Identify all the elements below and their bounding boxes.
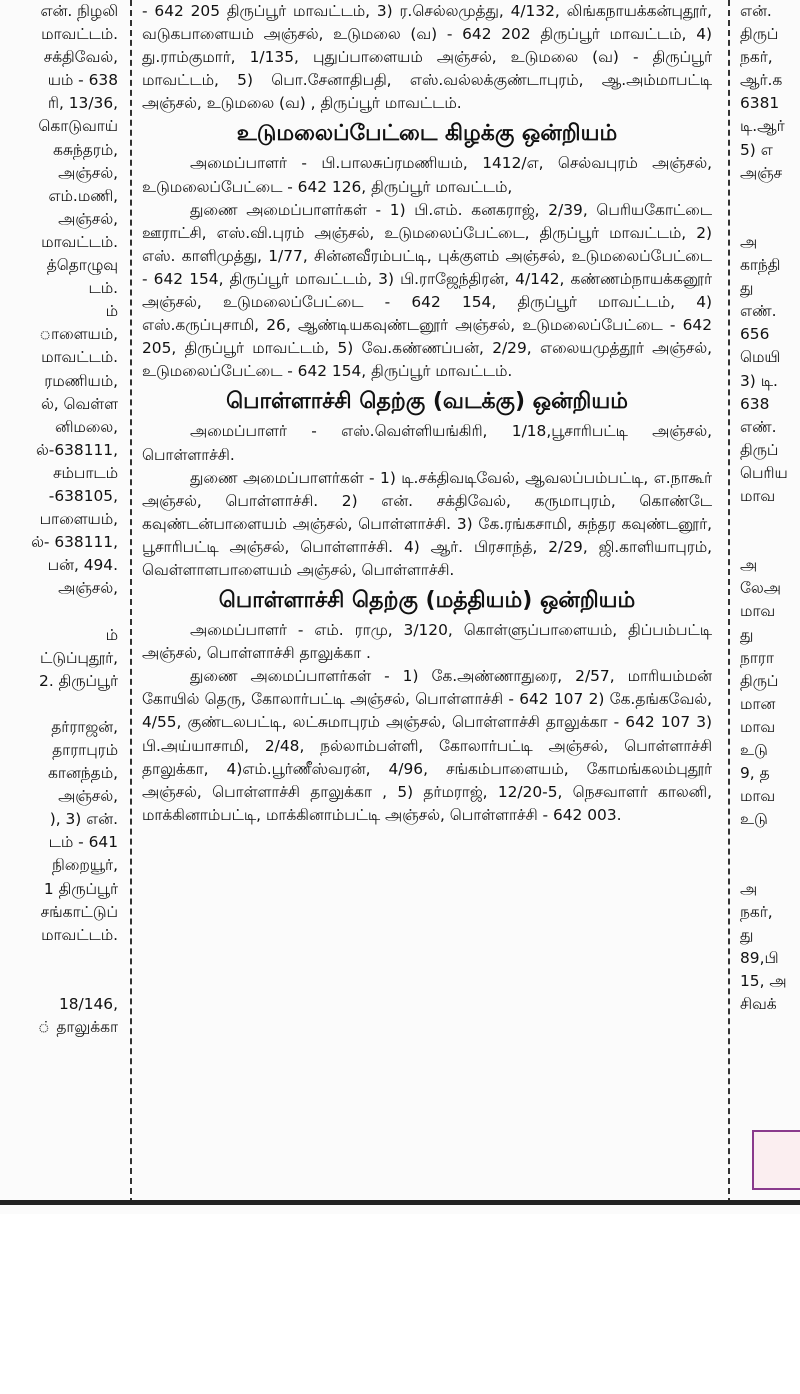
right-column-line: அஞ்ச	[740, 163, 783, 182]
right-column-line: சிவக்	[740, 995, 777, 1014]
right-column-line: திருப்	[740, 440, 779, 459]
column-divider-right	[728, 0, 730, 1204]
right-column-line: லேஅ	[740, 579, 781, 598]
left-column-line: மாவட்டம்.	[41, 232, 118, 251]
deputy-organizers-paragraph: துணை அமைப்பாளர்கள் - 1) பி.எம். கனகராஜ், 2/39, பெரியகோட்டை ஊராட்சி, எஸ்.வி.புரம் அஞ்சல், உடுமலைப்பேட்டை, திருப்பூர் மாவட்டம், 2) எஸ். காளிமுத்து, 1/77, சின்னவீரம்பட்டி, புக்குளம் அஞ்சல், உடுமலைப்பேட்டை - 642 154, திருப்பூர் மாவட்டம், 3) பி.ராஜேந்திரன், 4/142, கண்ணம்நாயக்கனூர் அஞ்சல், உடுமலைப்பேட்டை - 642 154, திருப்பூர் மாவட்டம், 4) எஸ்.கருப்புசாமி, 26, ஆண்டியகவுண்டனூர் அஞ்சல், உடுமலைப்பேட்டை - 642 205, திருப்பூர் மாவட்டம், 5) வே.கண்ணப்பன், 2/29, எலையமுத்தூர் அஞ்சல், உடுமலைப்பேட்டை - 642 154, திருப்பூர் மாவட்டம்.	[142, 200, 712, 381]
left-column-line: நிறையூர்,	[52, 856, 118, 875]
left-column-line: ம்	[105, 302, 118, 321]
right-column-line: அ	[740, 879, 758, 898]
left-column-line: ம்	[105, 625, 118, 644]
right-column-line: திருப்	[740, 25, 779, 44]
left-column-line: அஞ்சல்,	[58, 579, 118, 598]
left-column-line	[0, 693, 118, 716]
left-column-line: மாவட்டம்.	[41, 348, 118, 367]
advertisement-box-fragment	[752, 1130, 800, 1190]
left-column-line: னிமலை,	[54, 417, 118, 436]
right-column-line: அ	[740, 232, 758, 251]
left-column-line	[0, 947, 118, 970]
left-column-fragment	[0, 0, 118, 1200]
left-column-line: அஞ்சல்,	[58, 209, 118, 228]
right-column-fragment	[740, 0, 800, 1200]
left-column-line: சக்திவேல்,	[43, 48, 118, 67]
right-column-line: 89,பி	[740, 948, 779, 967]
right-column-line	[740, 208, 800, 231]
right-column-line: காந்தி	[740, 256, 781, 275]
left-column-line: 18/146,	[58, 995, 118, 1014]
organizer-paragraph: அமைப்பாளர் - பி.பாலசுப்ரமணியம், 1412/எ, செல்வபுரம் அஞ்சல், உடுமலைப்பேட்டை - 642 126, திருப்பூர் மாவட்டம்,	[142, 154, 712, 196]
right-column-line: மாவ	[740, 717, 776, 736]
left-column-line: 2. திருப்பூர்	[39, 671, 118, 690]
right-column-line: பெரிய	[740, 463, 788, 482]
right-column-line: என்.	[740, 2, 772, 20]
right-column-line: திருப்	[740, 671, 779, 690]
right-column-line: மான	[740, 694, 776, 713]
right-column-line: து	[740, 925, 754, 944]
right-column-line: 638	[740, 394, 770, 413]
right-column-line: உடு	[740, 810, 768, 829]
left-column-line: ல், வெள்ள	[40, 394, 118, 413]
left-column-line: யம் - 638	[47, 71, 118, 90]
right-column-line: 656	[740, 325, 770, 344]
right-column-line: மெயி	[740, 348, 781, 367]
right-column-line: 6381	[740, 94, 780, 113]
left-column-line: ட்டுப்புதூர்,	[39, 648, 118, 667]
left-column-line: ல்-638111,	[36, 440, 118, 459]
right-column-line	[740, 508, 800, 531]
left-column-line: பன், 494.	[47, 556, 118, 575]
left-column-line: கானந்தம்,	[48, 764, 118, 783]
right-column-line: நாரா	[740, 648, 774, 667]
right-column-line: ஆர்.க	[740, 71, 783, 90]
left-column-line: கொடுவாய்	[38, 117, 118, 136]
left-column-line: அஞ்சல்,	[58, 163, 118, 182]
right-column-line: உடு	[740, 741, 768, 759]
right-column-line: து	[740, 625, 754, 644]
right-column-line: அ	[740, 556, 758, 575]
right-column-line: மாவ	[740, 602, 776, 621]
left-column-line: என். நிழலி	[40, 2, 118, 20]
left-column-line: பாளையம்,	[39, 510, 118, 529]
deputy-organizers-paragraph: துணை அமைப்பாளர்கள் - 1) டி.சக்திவடிவேல், ஆவலப்பம்பட்டி, எ.நாகூர் அஞ்சல், பொள்ளாச்சி. 2) என். சக்திவேல், கருமாபுரம், கொண்டே கவுண்டன்பாளையம் அஞ்சல், பொள்ளாச்சி. 3) கே.ரங்கசாமி, சுந்தர கவுண்டனூர், பூசாரிபட்டி அஞ்சல், பொள்ளாச்சி. 4) ஆர். பிரசாந்த், 2/29, ஜி.காளியாபுரம், வெள்ளாளபாளையம் அஞ்சல், பொள்ளாச்சி.	[142, 468, 712, 579]
right-column-line: 9, த	[740, 764, 770, 783]
deputy-organizers-paragraph: துணை அமைப்பாளர்கள் - 1) கே.அண்ணாதுரை, 2/57, மாரியம்மன் கோயில் தெரு, கோலார்பட்டி அஞ்சல், பொள்ளாச்சி - 642 107 2) கே.தங்கவேல், 4/55, குண்டலபட்டி, லட்சுமாபுரம் அஞ்சல், பொள்ளாச்சி தாலுக்கா - 642 107 3) பி.அய்யாசாமி, 2/48, நல்லாம்பள்ளி, கோலார்பட்டி அஞ்சல், பொள்ளாச்சி தாலுக்கா, 4)எம்.பூர்ணீஸ்வரன், 4/96, சங்கம்பாளையம், கோமங்கலம்புதூர் அஞ்சல், பொள்ளாச்சி தாலுக்கா , 5) தர்மராஜ், 12/20-5, நெசவாளர் காலனி, மாக்கினாம்பட்டி, மாக்கினாம்பட்டி அஞ்சல், பொள்ளாச்சி - 642 003.	[142, 667, 712, 824]
left-column-line: டம் - 641	[48, 833, 118, 852]
right-column-line: 3) டி.	[740, 371, 778, 390]
left-column-line	[0, 600, 118, 623]
right-column-line: து	[740, 279, 754, 298]
right-column-line: மாவ	[740, 787, 776, 806]
left-column-line: ் தாலுக்கா	[37, 1018, 118, 1037]
right-column-line	[740, 531, 800, 554]
left-column-line: ரமணியம்,	[44, 371, 118, 390]
left-column-line: 1 திருப்பூர்	[43, 879, 118, 898]
left-column-line: டம்.	[88, 279, 118, 298]
right-column-line: டி.ஆர்	[740, 117, 785, 136]
left-column-line: ாளையம்,	[39, 325, 118, 344]
left-column-line: ல்- 638111,	[31, 533, 118, 552]
right-column-line	[740, 854, 800, 877]
left-column-line	[0, 970, 118, 993]
left-column-line: -638105,	[48, 486, 118, 505]
left-column-line: தாராபுரம்	[52, 741, 118, 759]
right-column-line	[740, 185, 800, 208]
section-heading-pollachi-south-central: பொள்ளாச்சி தெற்கு (மத்தியம்) ஒன்றியம்	[218, 588, 636, 614]
left-column-line: ரி, 13/36,	[47, 94, 118, 113]
intro-paragraph: - 642 205 திருப்பூர் மாவட்டம், 3) ர.செல்லமுத்து, 4/132, லிங்கநாயக்கன்புதூர், வடுகபாளையம் அஞ்சல், உடுமலை (வ) - 642 202 திருப்பூர் மாவட்டம், 4) து.ராம்குமார், 1/135, புதுப்பாளையம் அஞ்சல், உடுமலை (வ) - திருப்பூர் மாவட்டம், 5) பொ.சேனாதிபதி, எஸ்.வல்லக்குண்டாபுரம், ஆ.அம்மாபட்டி அஞ்சல், உடுமலை (வ) , திருப்பூர் மாவட்டம்.	[142, 2, 712, 113]
left-column-line: ), 3) என்.	[49, 810, 118, 829]
left-column-line: அஞ்சல்,	[58, 787, 118, 806]
column-divider-left	[130, 0, 132, 1204]
left-column-line: கசுந்தரம்,	[52, 140, 118, 159]
middle-column	[142, 0, 712, 1200]
right-column-line	[740, 831, 800, 854]
right-column-line: 5) எ	[740, 140, 773, 159]
left-column-line: எம்.மணி,	[48, 186, 118, 205]
right-column-line: எண்.	[740, 302, 777, 321]
left-column-line: தர்ராஜன்,	[51, 717, 118, 736]
right-column-line: நகர்,	[740, 902, 773, 921]
left-column-line: மாவட்டம்.	[41, 25, 118, 44]
left-column-line: சம்பாடம்	[52, 463, 118, 482]
right-column-line: மாவ	[740, 486, 776, 505]
section-heading-udumalaipettai-east: உடுமலைப்பேட்டை கிழக்கு ஒன்றியம்	[236, 121, 618, 147]
page-bottom-rule	[0, 1200, 800, 1205]
right-column-line: எண்.	[740, 417, 777, 436]
left-column-line: சங்காட்டுப்	[40, 902, 118, 921]
right-column-line: நகர்,	[740, 48, 773, 67]
organizer-paragraph: அமைப்பாளர் - எம். ராமு, 3/120, கொள்ளுப்பாளையம், திப்பம்பட்டி அஞ்சல், பொள்ளாச்சி தாலுக்கா .	[142, 621, 712, 663]
left-column-line: த்தொழுவு	[46, 256, 118, 275]
left-column-line: மாவட்டம்.	[41, 925, 118, 944]
organizer-paragraph: அமைப்பாளர் - எஸ்.வெள்ளியங்கிரி, 1/18,பூசாரிபட்டி அஞ்சல், பொள்ளாச்சி.	[142, 422, 712, 464]
section-heading-pollachi-south-north: பொள்ளாச்சி தெற்கு (வடக்கு) ஒன்றியம்	[226, 389, 628, 415]
right-column-line: 15, அ	[740, 971, 787, 990]
